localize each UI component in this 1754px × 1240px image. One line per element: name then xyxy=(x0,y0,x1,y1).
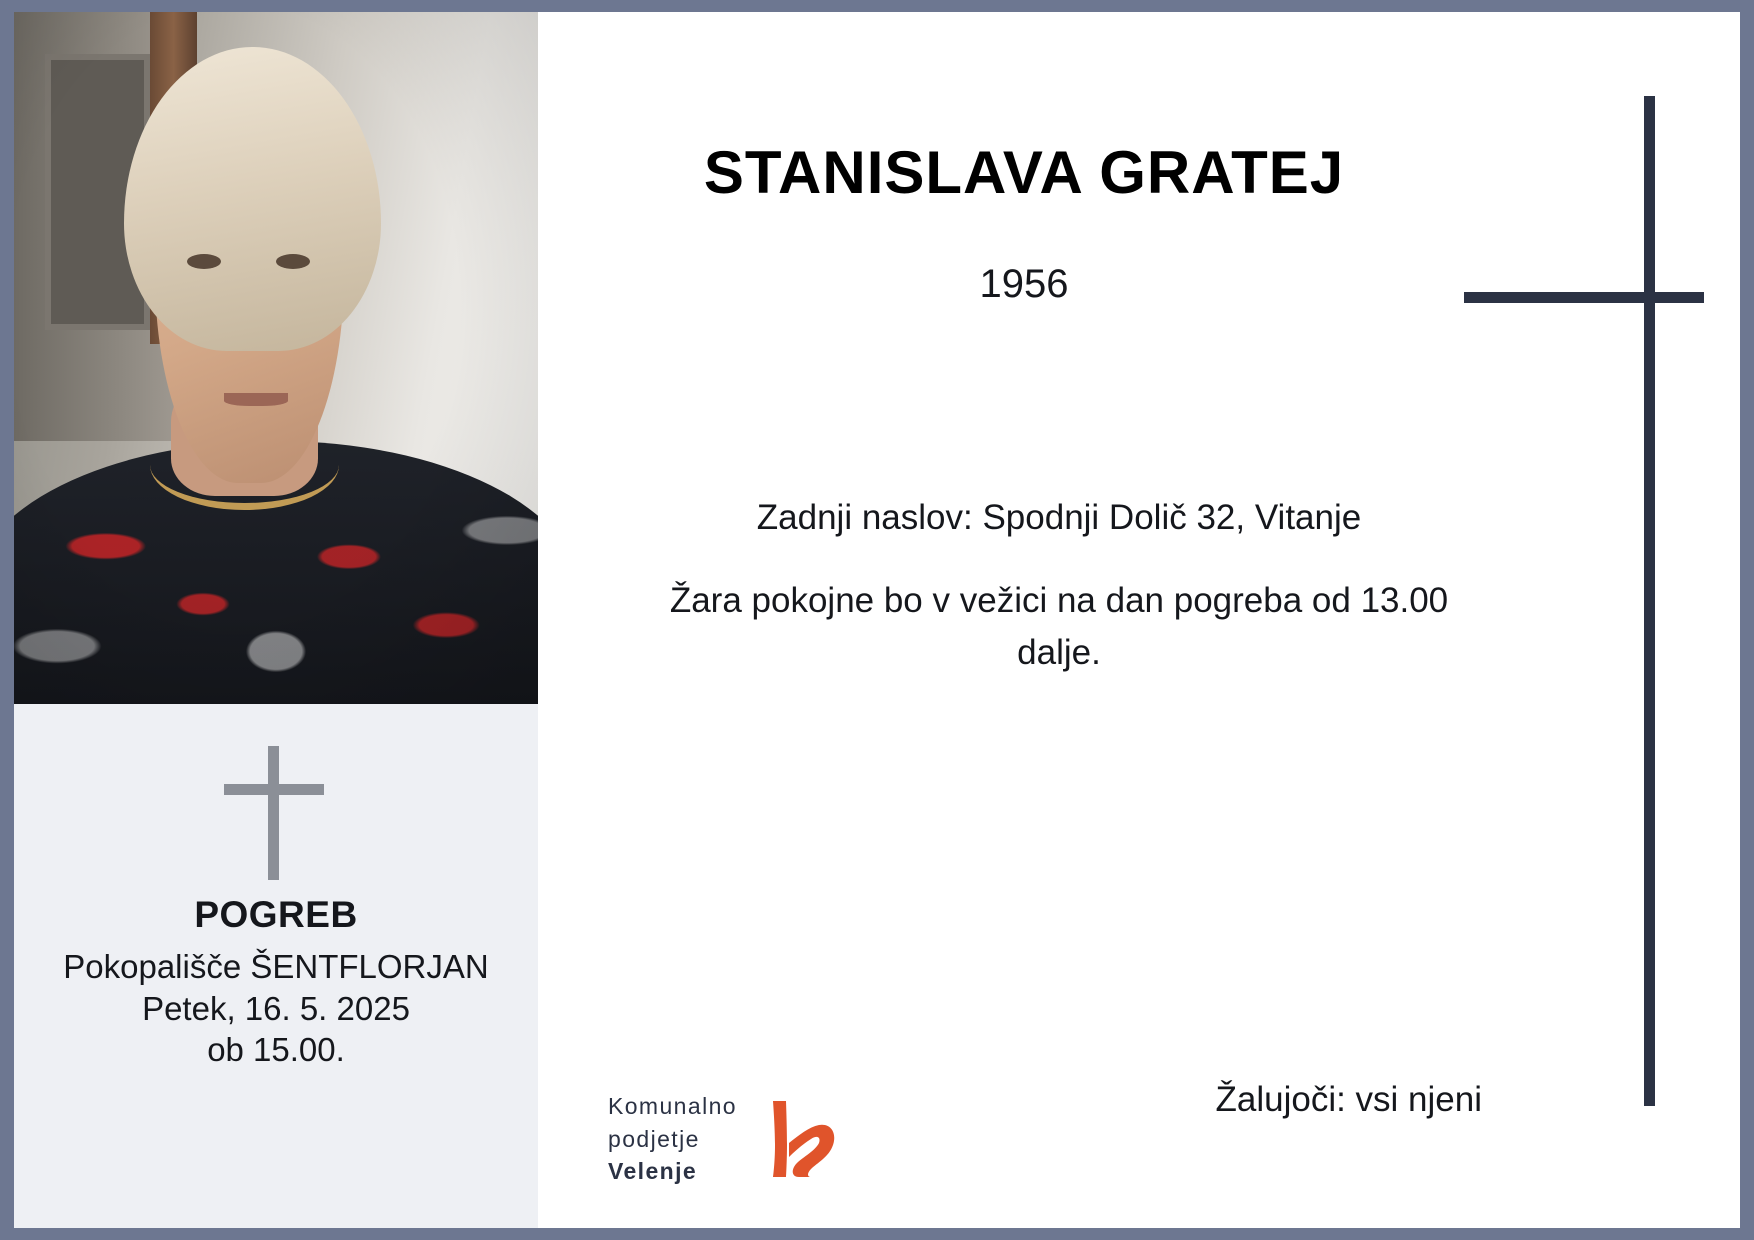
funeral-title: POGREB xyxy=(194,894,358,935)
funeral-date: Petek, 16. 5. 2025 xyxy=(142,989,410,1027)
logo-text xyxy=(608,1090,737,1188)
funeral-cemetery: Pokopališče ŠENTFLORJAN xyxy=(63,948,489,985)
cross-icon xyxy=(201,738,351,888)
funeral-details-block xyxy=(14,704,538,1228)
birth-year: 1956 xyxy=(979,262,1069,306)
funeral-time: ob 15.00. xyxy=(207,1031,345,1069)
deceased-name: STANISLAVA GRATEJ xyxy=(703,139,1345,206)
logo-line-2: podjetje xyxy=(608,1125,700,1152)
urn-note-line-1: Žara pokojne bo v vežici na dan pogreba od 13.00 xyxy=(669,580,1449,620)
photo-vignette xyxy=(14,12,538,704)
last-address: Zadnji naslov: Spodnji Dolič 32, Vitanje xyxy=(756,498,1362,537)
portrait-photo xyxy=(14,12,538,704)
left-column xyxy=(14,12,538,1228)
company-logo xyxy=(608,1090,849,1188)
obituary-card xyxy=(14,12,1740,1228)
right-column xyxy=(538,12,1740,1228)
urn-note-line-2: dalje. xyxy=(1017,633,1101,672)
mourners-text: Žalujoči: vsi njeni xyxy=(1215,1080,1482,1119)
kp-velenje-mark-icon xyxy=(753,1091,849,1187)
logo-line-3: Velenje xyxy=(608,1158,698,1185)
logo-line-1: Komunalno xyxy=(608,1093,737,1120)
details-block xyxy=(608,492,1510,680)
